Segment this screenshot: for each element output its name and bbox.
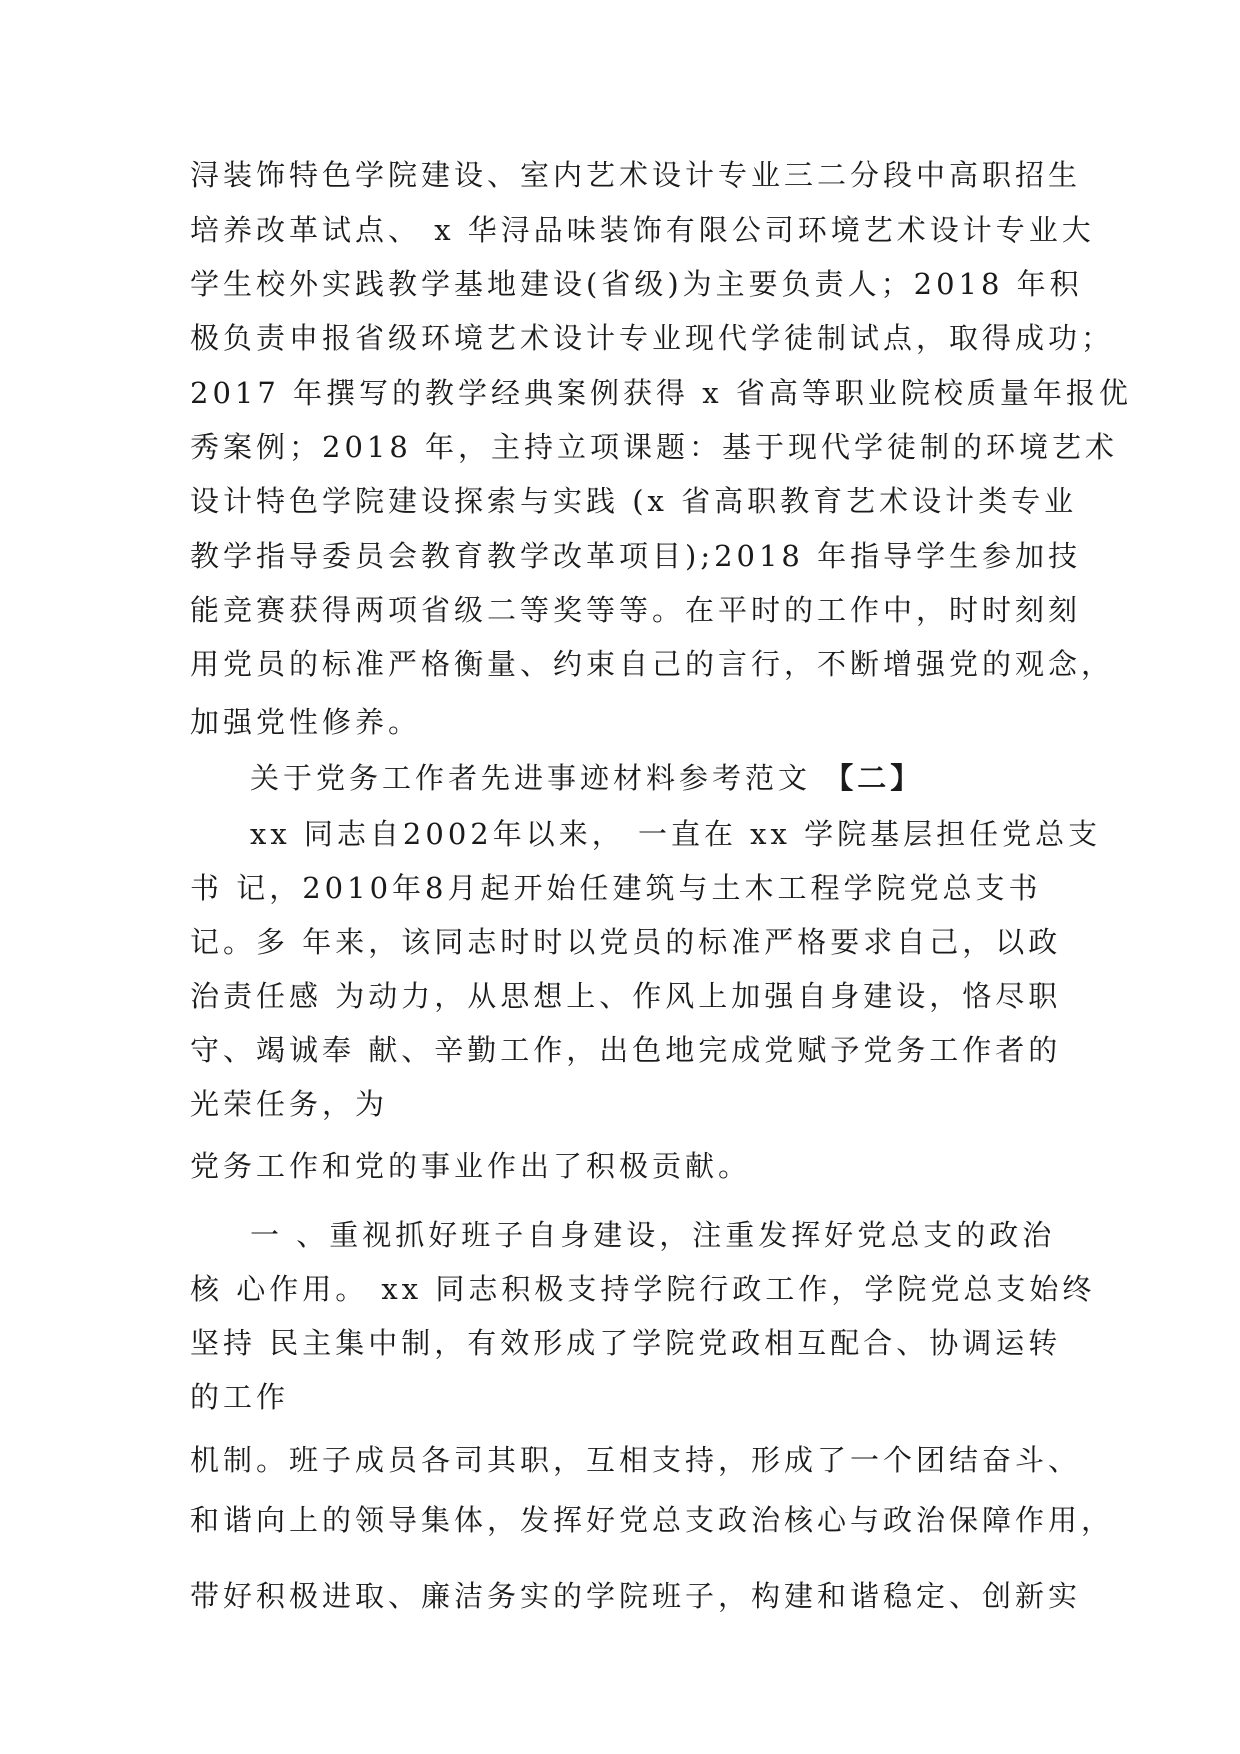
paragraph-line: 书 记，2010年8月起开始任建筑与土木工程学院党总支书: [190, 871, 1042, 905]
paragraph-line: 带好积极进取、廉洁务实的学院班子，构建和谐稳定、创新实: [190, 1579, 1082, 1613]
paragraph-line: 能竞赛获得两项省级二等奖等等。在平时的工作中，时时刻刻: [190, 593, 1082, 627]
paragraph-line: 学生校外实践教学基地建设(省级)为主要负责人；2018 年积: [190, 267, 1083, 301]
paragraph-line: 记。多 年来，该同志时时以党员的标准严格要求自己，以政: [190, 925, 1062, 959]
paragraph-line: 2017 年撰写的教学经典案例获得 x 省高等职业院校质量年报优: [190, 376, 1132, 410]
paragraph-line: 一 、重视抓好班子自身建设，注重发挥好党总支的政治: [250, 1218, 1056, 1252]
paragraph-line: 浔装饰特色学院建设、室内艺术设计专业三二分段中高职招生: [190, 158, 1082, 192]
paragraph-line: 守、竭诚奉 献、辛勤工作，出色地完成党赋予党务工作者的: [190, 1033, 1062, 1067]
heading-text: 关于党务工作者先进事迹材料参考范文: [250, 761, 812, 795]
paragraph-line: 机制。班子成员各司其职，互相支持，形成了一个团结奋斗、: [190, 1443, 1082, 1477]
paragraph-line: xx 同志自2002年以来， 一直在 xx 学院基层担任党总支: [250, 817, 1102, 851]
paragraph-line: 加强党性修养。: [190, 705, 422, 739]
paragraph-line: 的工作: [190, 1380, 290, 1414]
paragraph-line: 极负责申报省级环境艺术设计专业现代学徒制试点，取得成功；: [190, 321, 1115, 355]
paragraph-line: 党务工作和党的事业作出了积极贡献。: [190, 1149, 752, 1183]
paragraph-line: 光荣任务，为: [190, 1087, 389, 1121]
paragraph-line: 治责任感 为动力，从思想上、作风上加强自身建设，恪尽职: [190, 979, 1062, 1013]
paragraph-line: 秀案例；2018 年，主持立项课题：基于现代学徒制的环境艺术: [190, 430, 1119, 464]
paragraph-line: 培养改革试点、 x 华浔品味装饰有限公司环境艺术设计专业大: [190, 213, 1095, 247]
paragraph-line: 坚持 民主集中制，有效形成了学院党政相互配合、协调运转: [190, 1326, 1062, 1360]
paragraph-line: 教学指导委员会教育教学改革项目);2018 年指导学生参加技: [190, 539, 1082, 573]
paragraph-line: 和谐向上的领导集体，发挥好党总支政治核心与政治保障作用，: [190, 1503, 1115, 1537]
paragraph-line: 设计特色学院建设探索与实践 (x 省高职教育艺术设计类专业: [190, 484, 1078, 518]
paragraph-line: 用党员的标准严格衡量、约束自己的言行，不断增强党的观念，: [190, 647, 1115, 681]
paragraph-line: 核 心作用。 xx 同志积极支持学院行政工作，学院党总支始终: [190, 1272, 1096, 1306]
section-heading: [250, 760, 923, 796]
heading-marker: 【二】: [824, 761, 924, 795]
